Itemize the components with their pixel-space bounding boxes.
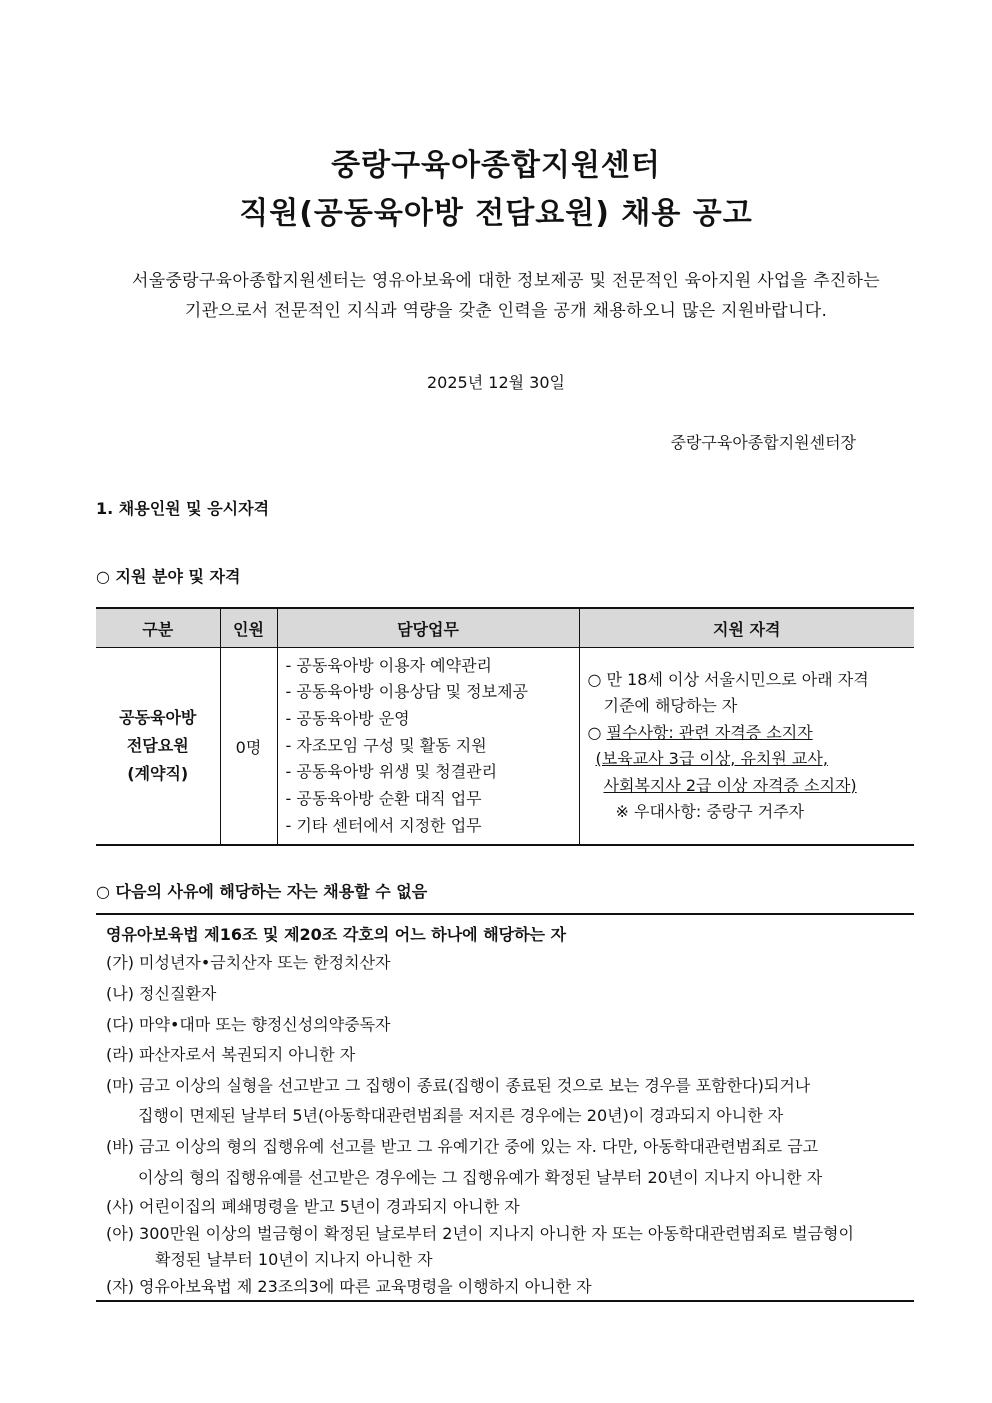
section-heading: 1. 채용인원 및 응시자격 — [96, 499, 270, 518]
page-title-line2: 직원(공동육아방 전담요원) 채용 공고 — [239, 196, 753, 231]
list-item: (사) 어린이집의 폐쇄명령을 받고 5년이 경과되지 아니한 자 — [106, 1197, 520, 1216]
qualifications-block — [580, 667, 915, 826]
count-cell: 0명 — [220, 648, 277, 846]
qual-line: ○ 만 18세 이상 서울시민으로 아래 자격 — [587, 669, 869, 689]
header-duties: 담당업무 — [277, 608, 579, 648]
list-item: - 공동육아방 이용상담 및 정보제공 — [285, 682, 529, 702]
qualifications-cell — [579, 648, 914, 846]
list-item: (다) 마약•대마 또는 향정신성의약중독자 — [106, 1015, 391, 1034]
disqualification-lead: 영유아보육법 제16조 및 제20조 각호의 어느 하나에 해당하는 자 — [106, 925, 567, 944]
list-item: - 기타 센터에서 지정한 업무 — [285, 815, 482, 835]
list-item: - 공동육아방 운영 — [285, 708, 410, 728]
qual-line-required — [588, 720, 915, 747]
intro-line-2: 기관으로서 전문적인 지식과 역량을 갖춘 인력을 공개 채용하오니 많은 지원바랍니다. — [184, 301, 828, 321]
list-item: (바) 금고 이상의 형의 집행유예 선고를 받고 그 유예기간 중에 있는 자. 다만, 아동학대관련범죄로 금고 — [106, 1137, 819, 1156]
table-header-row — [96, 608, 914, 648]
category-line: 공동육아방 — [119, 708, 197, 727]
list-item: - 공동육아방 이용자 예약관리 — [285, 655, 493, 675]
divider-top — [96, 913, 914, 915]
circle-bullet-icon: ○ — [96, 567, 110, 586]
list-item: (가) 미성년자•금치산자 또는 한정치산자 — [106, 953, 391, 972]
list-item-continuation: 이상의 형의 집행유예를 선고받은 경우에는 그 집행유예가 확정된 날부터 20년이 지나지 아니한 자 — [138, 1168, 823, 1187]
disqualification-heading — [96, 879, 427, 902]
announcement-date: 2025년 12월 30일 — [427, 373, 565, 392]
intro-line-1: 서울중랑구육아종합지원센터는 영유아보육에 대한 정보제공 및 전문적인 육아지원 사업을 추진하는 — [132, 271, 880, 291]
list-item-continuation: 집행이 면제된 날부터 5년(아동학대관련범죄를 저지른 경우에는 20년)이 경과되지 아니한 자 — [138, 1106, 784, 1125]
category-line: 전담요원 — [126, 736, 189, 755]
header-qualifications: 지원 자격 — [579, 608, 914, 648]
circle-bullet-icon: ○ — [96, 882, 110, 901]
recruitment-table — [96, 607, 914, 846]
header-count: 인원 — [220, 608, 277, 648]
duties-list — [278, 653, 579, 840]
table-row — [96, 648, 914, 846]
sub-heading — [96, 564, 240, 587]
list-item: (라) 파산자로서 복권되지 아니한 자 — [106, 1045, 356, 1064]
category-cell — [96, 648, 220, 846]
list-item: (마) 금고 이상의 실형을 선고받고 그 집행이 종료(집행이 종료된 것으로 보는 경우를 포함한다)되거나 — [106, 1076, 811, 1095]
list-item: (아) 300만원 이상의 벌금형이 확정된 날로부터 2년이 지나지 아니한 자 또는 아동학대관련범죄로 벌금형이 — [106, 1224, 854, 1243]
required-label: 필수사항: 관련 자격증 소지자 — [606, 722, 813, 742]
list-item-continuation: 확정된 날부터 10년이 지나지 아니한 자 — [155, 1250, 433, 1269]
qual-prefix: ○ — [587, 722, 607, 742]
page-title-line1: 중랑구육아종합지원센터 — [331, 148, 661, 183]
qual-line: (보육교사 3급 이상, 유치원 교사, — [595, 749, 828, 768]
qual-line: 사회복지사 2급 이상 자격증 소지자) — [603, 775, 857, 795]
qual-line: 기준에 해당하는 자 — [603, 696, 738, 715]
list-item: - 공동육아방 순환 대직 업무 — [285, 789, 482, 809]
divider-bottom — [96, 1300, 914, 1302]
list-item: - 자조모임 구성 및 활동 지원 — [285, 735, 487, 755]
list-item: - 공동육아방 위생 및 청결관리 — [285, 762, 498, 782]
sub-heading-text: 지원 분야 및 자격 — [115, 567, 241, 586]
signer: 중랑구육아종합지원센터장 — [670, 433, 856, 452]
list-item: (자) 영유아보육법 제 23조의3에 따른 교육명령을 이행하지 아니한 자 — [106, 1277, 592, 1296]
qual-line-preferred: ※ 우대사항: 중랑구 거주자 — [615, 802, 805, 821]
list-item: (나) 정신질환자 — [106, 984, 217, 1003]
header-category: 구분 — [96, 608, 220, 648]
disqualification-heading-text: 다음의 사유에 해당하는 자는 채용할 수 없음 — [115, 882, 428, 901]
duties-cell — [277, 648, 579, 846]
category-line: (계약직) — [127, 764, 189, 783]
intro-paragraph — [80, 266, 932, 326]
